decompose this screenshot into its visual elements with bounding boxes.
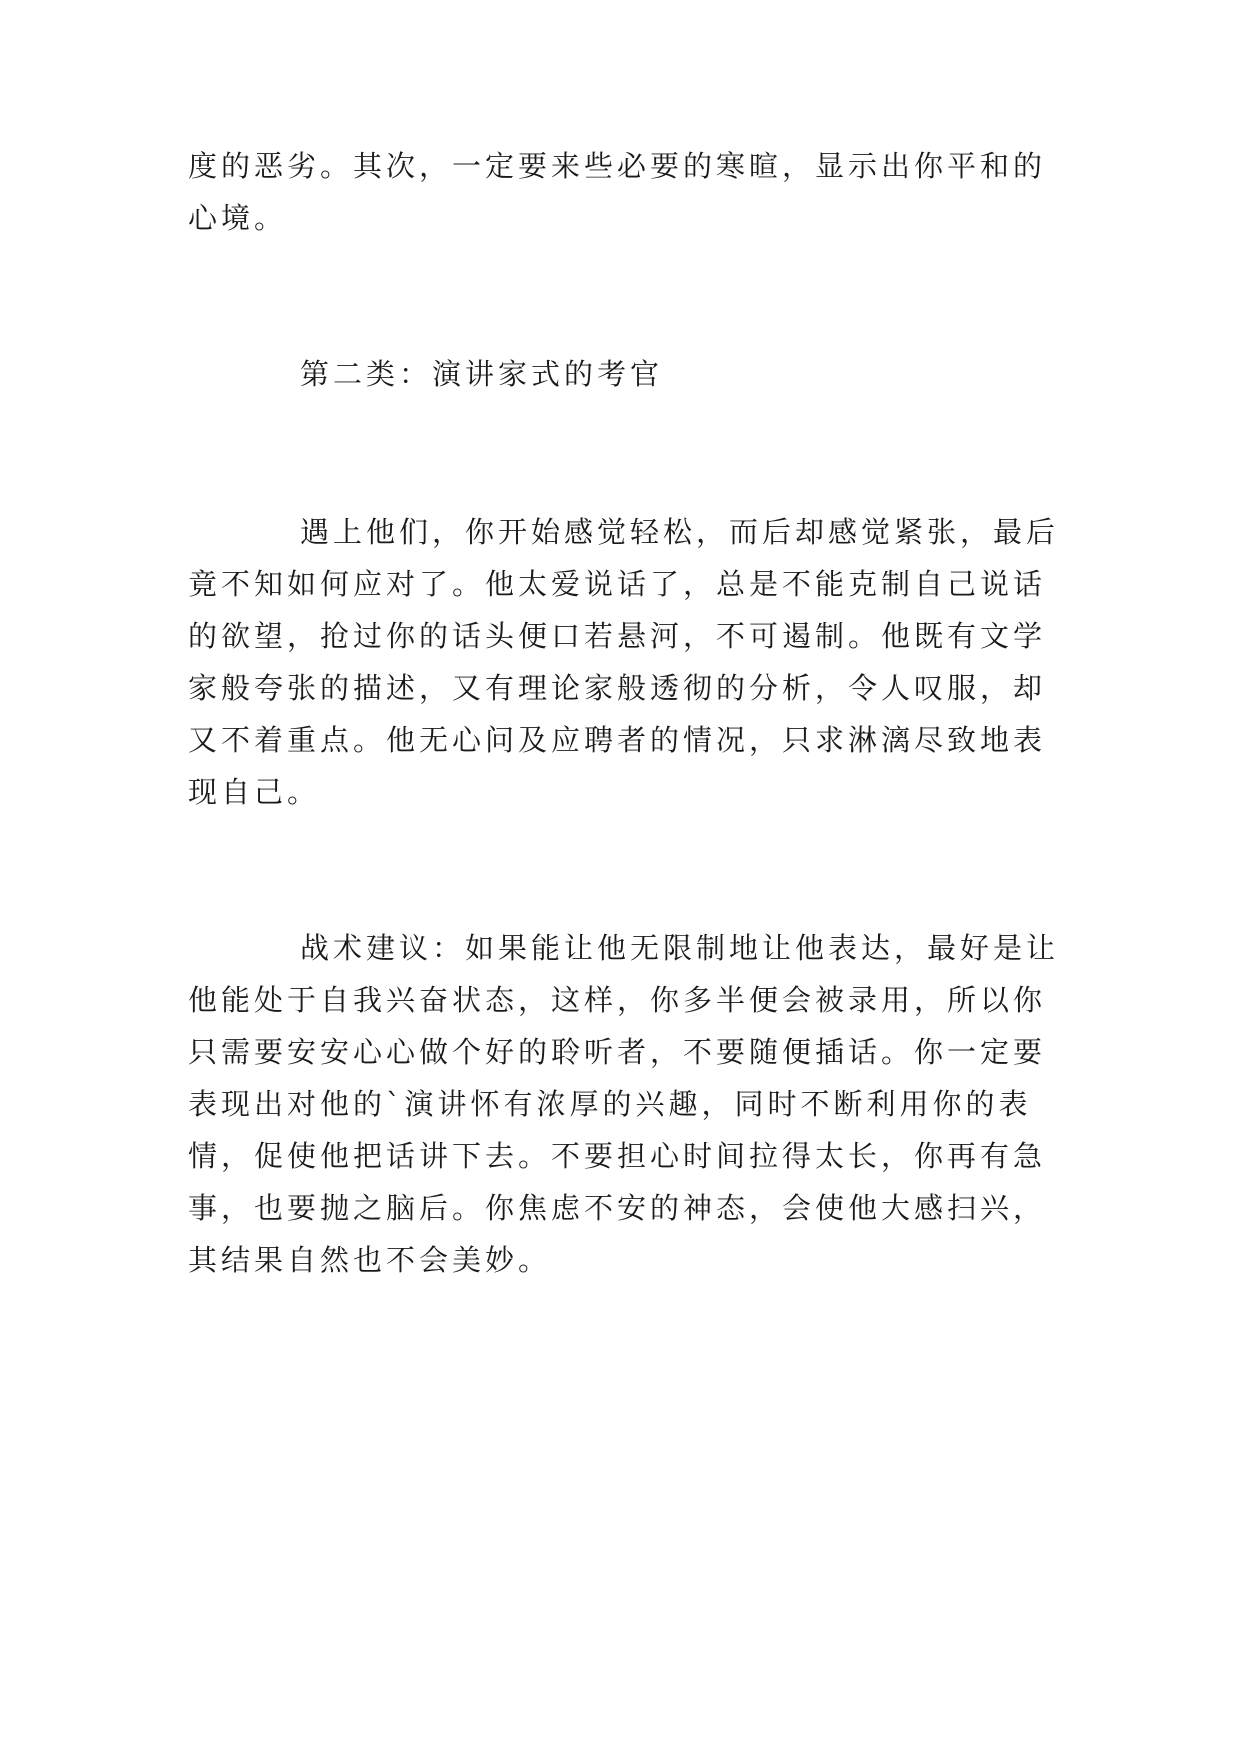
section-heading: 第二类：演讲家式的考官	[300, 357, 664, 391]
paragraph-2-line-2: 竟不知如何应对了。他太爱说话了，总是不能克制自己说话	[188, 567, 1047, 601]
paragraph-3-line-4: 表现出对他的`演讲怀有浓厚的兴趣，同时不断利用你的表	[188, 1087, 1032, 1121]
paragraph-2-line-4: 家般夸张的描述，又有理论家般透彻的分析，令人叹服，却	[188, 671, 1047, 705]
paragraph-1-line-1: 度的恶劣。其次，一定要来些必要的寒暄，显示出你平和的	[188, 149, 1047, 183]
paragraph-3-line-3: 只需要安安心心做个好的聆听者，不要随便插话。你一定要	[188, 1035, 1047, 1069]
paragraph-2-line-3: 的欲望，抢过你的话头便口若悬河，不可遏制。他既有文学	[188, 619, 1047, 653]
paragraph-3-line-5: 情，促使他把话讲下去。不要担心时间拉得太长，你再有急	[188, 1139, 1047, 1173]
paragraph-3-line-2: 他能处于自我兴奋状态，这样，你多半便会被录用，所以你	[188, 983, 1047, 1017]
paragraph-3-line-6: 事，也要抛之脑后。你焦虑不安的神态，会使他大感扫兴，	[188, 1191, 1047, 1225]
paragraph-3-line-1: 战术建议：如果能让他无限制地让他表达，最好是让	[300, 931, 1060, 965]
paragraph-2-line-5: 又不着重点。他无心问及应聘者的情况，只求淋漓尽致地表	[188, 723, 1047, 757]
paragraph-2-line-1: 遇上他们，你开始感觉轻松，而后却感觉紧张，最后	[300, 515, 1060, 549]
paragraph-1-line-2: 心境。	[188, 201, 288, 235]
paragraph-3-line-7: 其结果自然也不会美妙。	[188, 1243, 552, 1277]
paragraph-2-line-6: 现自己。	[188, 775, 321, 809]
